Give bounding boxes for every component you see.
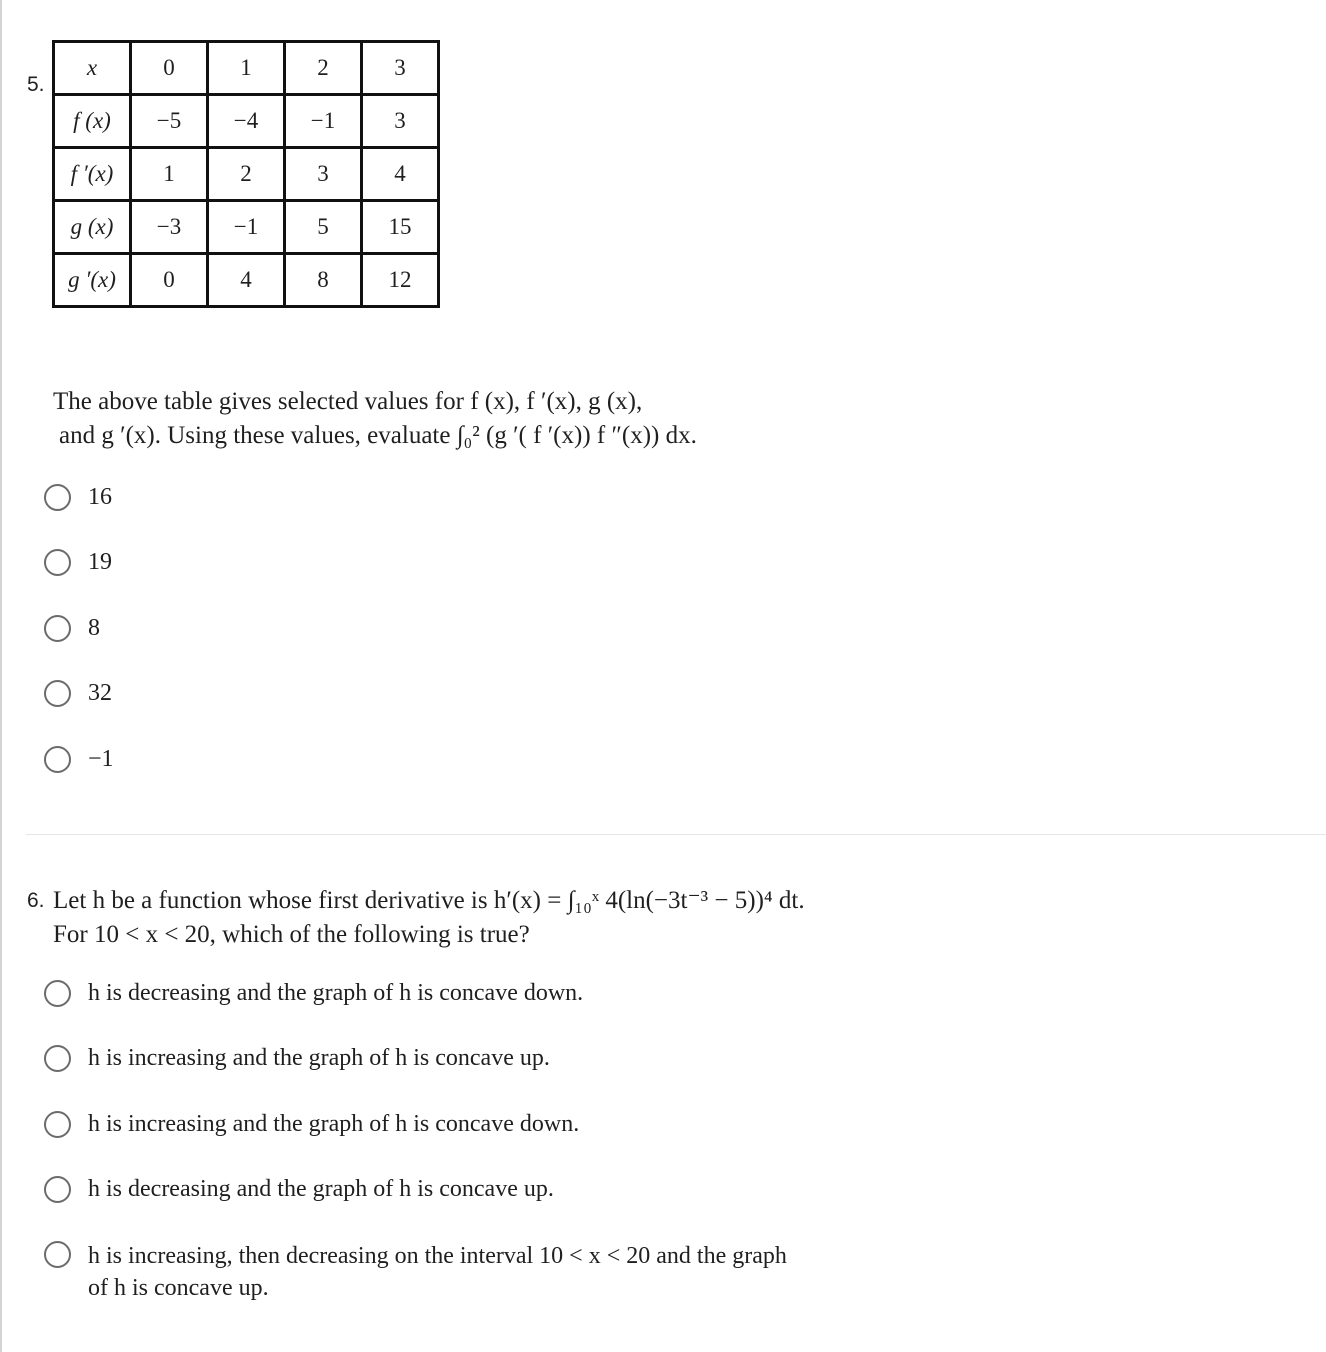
q5-option-32[interactable] [44, 678, 112, 708]
table-row [54, 254, 439, 307]
table-cell: 3 [362, 95, 439, 148]
option-label: 32 [88, 680, 112, 706]
radio-button[interactable] [44, 746, 71, 773]
question-6-number: 6. [27, 889, 45, 912]
radio-button[interactable] [44, 484, 71, 511]
table-row [54, 148, 439, 201]
option-label: 16 [88, 484, 112, 510]
q6-option-b[interactable] [44, 1043, 550, 1073]
option-label: h is decreasing and the graph of h is concave down. [88, 980, 584, 1006]
question-5-stem-line-2: and g ′(x). Using these values, evaluate ∫₀² (g ′( f ′(x)) f ″(x)) dx. [59, 422, 697, 449]
page-left-border [0, 0, 2, 1352]
table-cell: 4 [362, 148, 439, 201]
table-cell: −1 [285, 95, 362, 148]
table-header-cell: 3 [362, 42, 439, 95]
table-row [54, 42, 439, 95]
question-5-stem-line-1: The above table gives selected values for f (x), f ′(x), g (x), [53, 388, 643, 415]
radio-button[interactable] [44, 1241, 71, 1268]
table-cell: −4 [208, 95, 285, 148]
question-divider [26, 834, 1326, 835]
question-6-stem-line-1: Let h be a function whose first derivative is h′(x) = ∫₁₀ˣ 4(ln(−3t⁻³ − 5))⁴ dt. [53, 887, 805, 914]
table-cell: 12 [362, 254, 439, 307]
table-header-cell: 1 [208, 42, 285, 95]
table-cell: −1 [208, 201, 285, 254]
table-row-label: g (x) [54, 201, 131, 254]
table-header-cell: 2 [285, 42, 362, 95]
table-cell: −3 [131, 201, 208, 254]
option-label: h is increasing and the graph of h is concave down. [88, 1111, 580, 1137]
q6-option-e[interactable] [44, 1240, 788, 1302]
radio-button[interactable] [44, 1111, 71, 1138]
values-table [52, 40, 440, 308]
question-6-stem-line-2: For 10 < x < 20, which of the following is true? [53, 921, 530, 948]
radio-button[interactable] [44, 1045, 71, 1072]
question-5-number: 5. [27, 73, 45, 96]
table-cell: 0 [131, 254, 208, 307]
radio-button[interactable] [44, 980, 71, 1007]
q5-option-8[interactable] [44, 613, 100, 643]
table-cell: 5 [285, 201, 362, 254]
q5-option-19[interactable] [44, 547, 112, 577]
table-row-label: f (x) [54, 95, 131, 148]
table-row [54, 201, 439, 254]
option-label: 8 [88, 615, 100, 641]
radio-button[interactable] [44, 680, 71, 707]
table-row [54, 95, 439, 148]
table-row-label: g ′(x) [54, 254, 131, 307]
table-row-label: f ′(x) [54, 148, 131, 201]
table-cell: 3 [285, 148, 362, 201]
q6-option-a[interactable] [44, 978, 583, 1008]
q6-option-c[interactable] [44, 1109, 579, 1139]
radio-button[interactable] [44, 1176, 71, 1203]
table-cell: 2 [208, 148, 285, 201]
option-label: h is decreasing and the graph of h is concave up. [88, 1176, 554, 1202]
option-label: h is increasing and the graph of h is concave up. [88, 1045, 550, 1071]
option-label: 19 [88, 549, 112, 575]
option-label: −1 [88, 746, 114, 772]
table-cell: 4 [208, 254, 285, 307]
table-cell: 1 [131, 148, 208, 201]
q5-option-neg1[interactable] [44, 744, 114, 774]
radio-button[interactable] [44, 615, 71, 642]
q6-option-d[interactable] [44, 1174, 554, 1204]
table-header-cell: 0 [131, 42, 208, 95]
table-header-cell: x [54, 42, 131, 95]
table-cell: 8 [285, 254, 362, 307]
radio-button[interactable] [44, 549, 71, 576]
option-label: h is increasing, then decreasing on the interval 10 < x < 20 and the graph of h is concave up. [88, 1243, 787, 1301]
table-cell: −5 [131, 95, 208, 148]
q5-option-16[interactable] [44, 482, 112, 512]
table-cell: 15 [362, 201, 439, 254]
